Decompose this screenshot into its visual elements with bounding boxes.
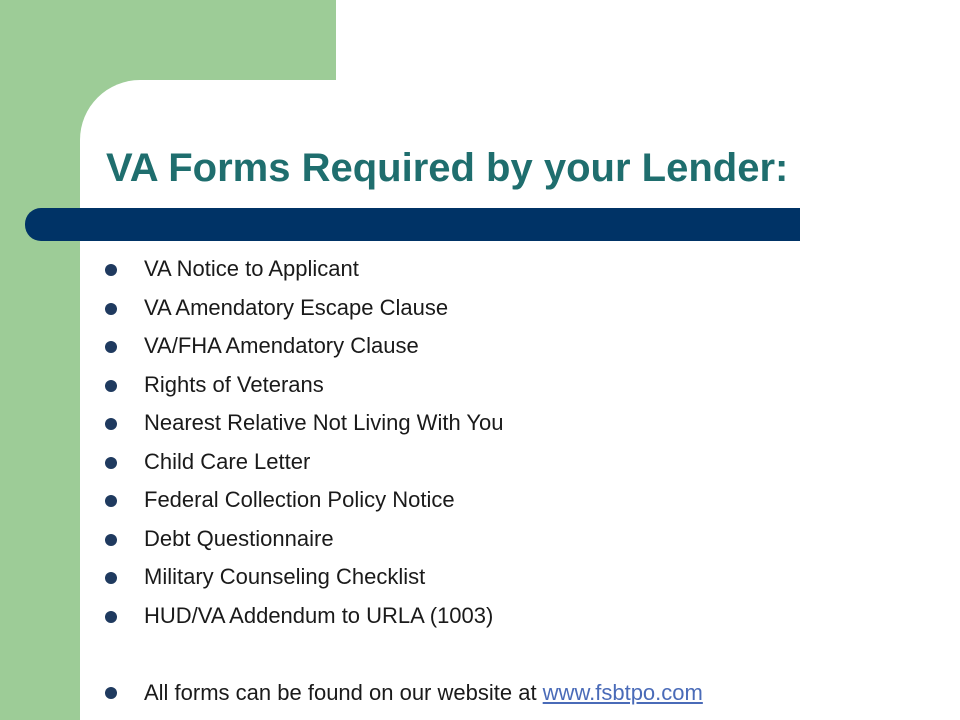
list-item-text: Nearest Relative Not Living With You	[144, 410, 504, 435]
bullet-icon	[105, 611, 117, 623]
bullet-icon	[105, 495, 117, 507]
bullet-icon	[105, 303, 117, 315]
slide-title: VA Forms Required by your Lender:	[106, 146, 789, 190]
list-item-text: Rights of Veterans	[144, 371, 324, 397]
bullet-icon	[105, 418, 117, 430]
website-link[interactable]: www.fsbtpo.com	[542, 680, 703, 705]
list-item-text: Child Care Letter	[144, 448, 311, 474]
bullet-icon	[105, 534, 117, 546]
website-note-label: All forms can be found on our website at	[144, 680, 543, 705]
list-item-text: Military Counseling Checklist	[144, 564, 426, 589]
bullet-icon	[105, 341, 117, 353]
website-note-text	[144, 674, 703, 712]
list-item-text: VA/FHA Amendatory Clause	[144, 333, 419, 358]
bullet-icon	[105, 457, 117, 469]
bullet-icon	[105, 572, 117, 584]
title-underline-bar	[25, 208, 800, 241]
list-item-text: Debt Questionnaire	[144, 525, 334, 551]
list-item-text: VA Notice to Applicant	[144, 256, 359, 281]
bullet-icon	[105, 380, 117, 392]
bullet-icon	[105, 687, 117, 699]
list-item-text: Federal Collection Policy Notice	[144, 487, 455, 512]
list-item-text: VA Amendatory Escape Clause	[144, 294, 449, 320]
list-item-text: HUD/VA Addendum to URLA (1003)	[144, 602, 494, 628]
bullet-icon	[105, 264, 117, 276]
